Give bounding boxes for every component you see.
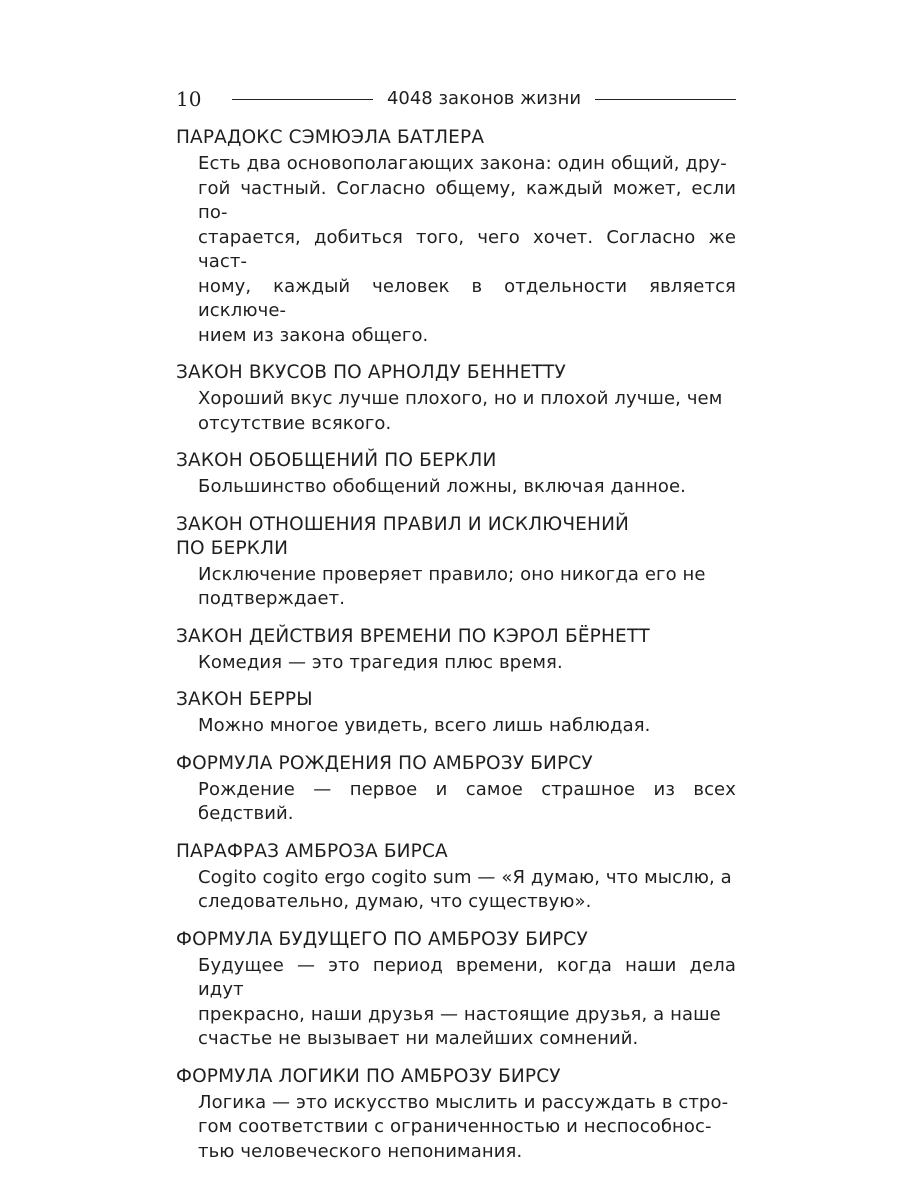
law-text: Есть два основополагающих закона: один общий, дру- гой частный. Согласно общему, каждый может, если по- старается, добиться того, чего хочет. Согласно же част- ному, каждый человек в отдельности является исключе- нием из закона общего. [198, 153, 736, 346]
law-title: ПАРАФРАЗ АМБРОЗА БИРСА [176, 840, 448, 862]
law-text: Будущее — это период времени, когда наши дела идут прекрасно, наши друзья — настоящие друзья, а наше счастье не вызывает ни малейших сомнений. [198, 954, 736, 1049]
law-entry [176, 840, 736, 915]
running-title: 4048 законов жизни [386, 88, 582, 109]
law-text: Хороший вкус лучше плохого, но и плохой лучше, чем отсутствие всякого. [198, 388, 723, 434]
law-title: ФОРМУЛА БУДУЩЕГО ПО АМБРОЗУ БИРСУ [176, 928, 588, 950]
law-entry [176, 449, 736, 500]
law-text: Cogito cogito ergo cogito sum — «Я думаю, что мыслю, а следовательно, думаю, что существую». [198, 866, 732, 912]
law-title: ЗАКОН ОТНОШЕНИЯ ПРАВИЛ И ИСКЛЮЧЕНИЙ ПО БЕРКЛИ [176, 513, 630, 559]
header-rule-left [232, 99, 373, 100]
law-title: ЗАКОН БЕРРЫ [176, 689, 313, 710]
law-title: ПАРАДОКС СЭМЮЭЛА БАТЛЕРА [176, 127, 485, 148]
law-entry [176, 513, 736, 612]
law-text: Логика — это искусство мыслить и рассуждать в стро- гом соответствии с ограниченностью и неспособнос- тью человеческого непонимания. [198, 1091, 729, 1162]
law-entry [176, 361, 736, 436]
law-text: Комедия — это трагедия плюс время. [198, 651, 563, 673]
page-number: 10 [176, 87, 202, 111]
law-title: ЗАКОН ДЕЙСТВИЯ ВРЕМЕНИ ПО КЭРОЛ БЁРНЕТТ [176, 625, 650, 647]
law-entry [176, 928, 736, 1052]
page-header [176, 86, 736, 112]
law-entry [176, 752, 736, 827]
law-text: Большинство обобщений ложны, включая данное. [198, 476, 687, 497]
law-entry [176, 1065, 736, 1165]
law-title: ЗАКОН ОБОБЩЕНИЙ ПО БЕРКЛИ [176, 450, 497, 471]
law-entry [176, 126, 736, 348]
law-entry [176, 625, 736, 676]
book-page [176, 86, 736, 1177]
law-title: ФОРМУЛА ЛОГИКИ ПО АМБРОЗУ БИРСУ [176, 1065, 561, 1087]
law-entry [176, 688, 736, 739]
law-text: Исключение проверяет правило; оно никогда его не подтверждает. [198, 563, 706, 609]
law-title: ЗАКОН ВКУСОВ ПО АРНОЛДУ БЕННЕТТУ [176, 362, 566, 383]
law-text: Рождение — первое и самое страшное из всех бедствий. [198, 778, 736, 824]
law-title: ФОРМУЛА РОЖДЕНИЯ ПО АМБРОЗУ БИРСУ [176, 752, 593, 774]
header-rule-right [595, 99, 736, 100]
law-text: Можно многое увидеть, всего лишь наблюдая. [198, 715, 651, 736]
